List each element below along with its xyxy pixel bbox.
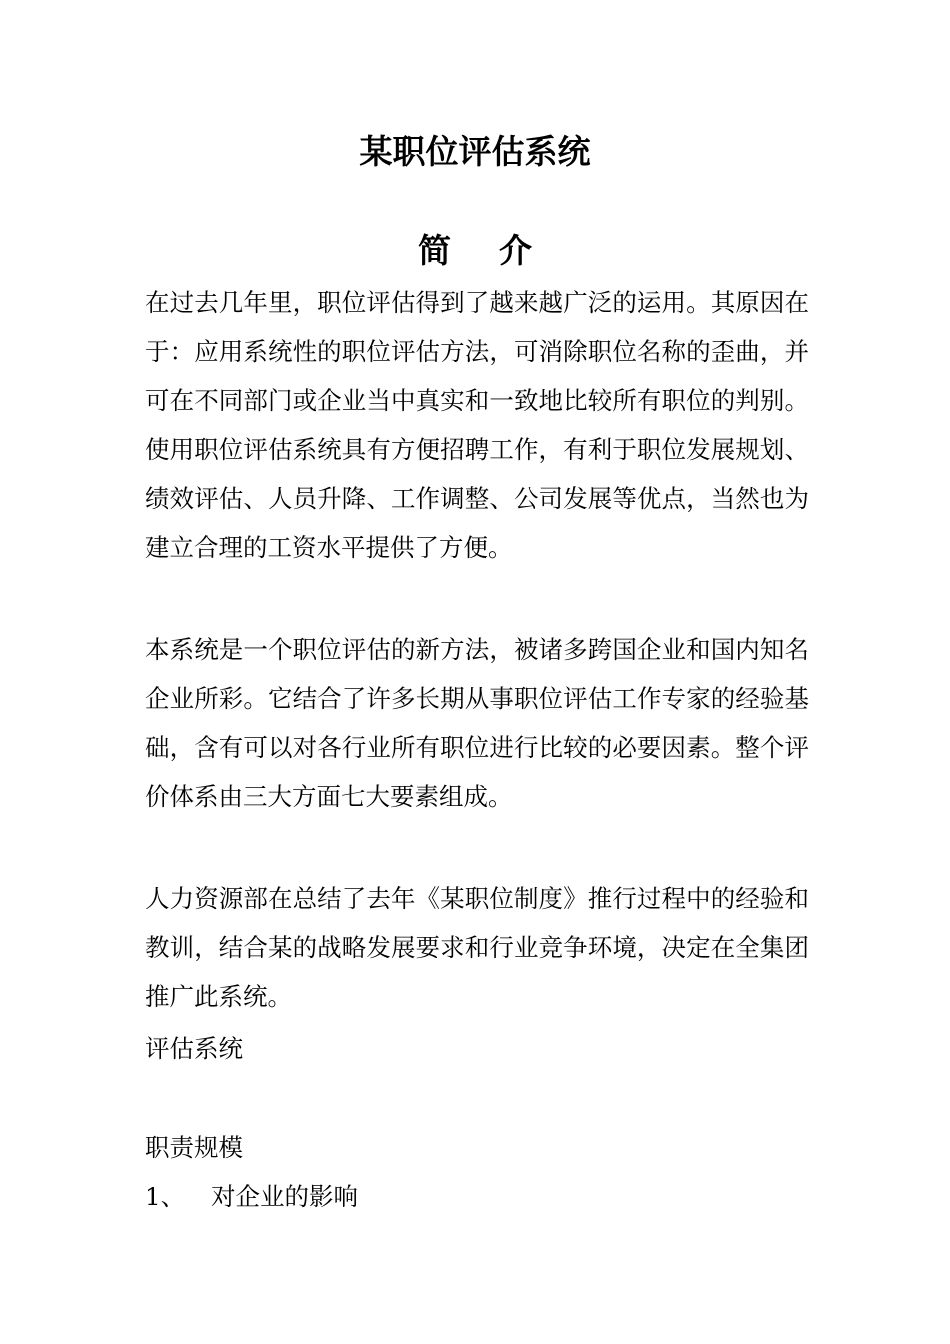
intro-paragraph-1: 在过去几年里，职位评估得到了越来越广泛的运用。其原因在于：应用系统性的职位评估方法，可消除职位名称的歪曲，并可在不同部门或企业当中真实和一致地比较所有职位的判别。使用职位评估系统具有方便招聘工作，有利于职位发展规划、绩效评估、人员升降、工作调整、公司发展等优点，当然也为建立合理的工资水平提供了方便。 [145, 288, 809, 562]
section-heading-evaluation-system: 评估系统 [145, 1034, 243, 1063]
subtitle-char-1: 简 [418, 231, 451, 270]
list-item-text: 对企业的影响 [211, 1182, 358, 1211]
sub-heading-duty-scale: 职责规模 [145, 1133, 243, 1162]
intro-paragraph-2: 本系统是一个职位评估的新方法，被诸多跨国企业和国内知名企业所彩。它结合了许多长期从事职位评估工作专家的经验基础，含有可以对各行业所有职位进行比较的必要因素。整个评价体系由三大方面七大要素组成。 [145, 635, 809, 811]
document-subtitle [0, 226, 950, 276]
document-title: 某职位评估系统 [359, 132, 591, 171]
intro-paragraph-3: 人力资源部在总结了去年《某职位制度》推行过程中的经验和教训，结合某的战略发展要求和行业竞争环境，决定在全集团推广此系统。 [145, 884, 809, 1011]
list-item-number: 1、 [145, 1182, 186, 1211]
subtitle-char-2: 介 [499, 231, 532, 270]
list-item [145, 1172, 358, 1221]
